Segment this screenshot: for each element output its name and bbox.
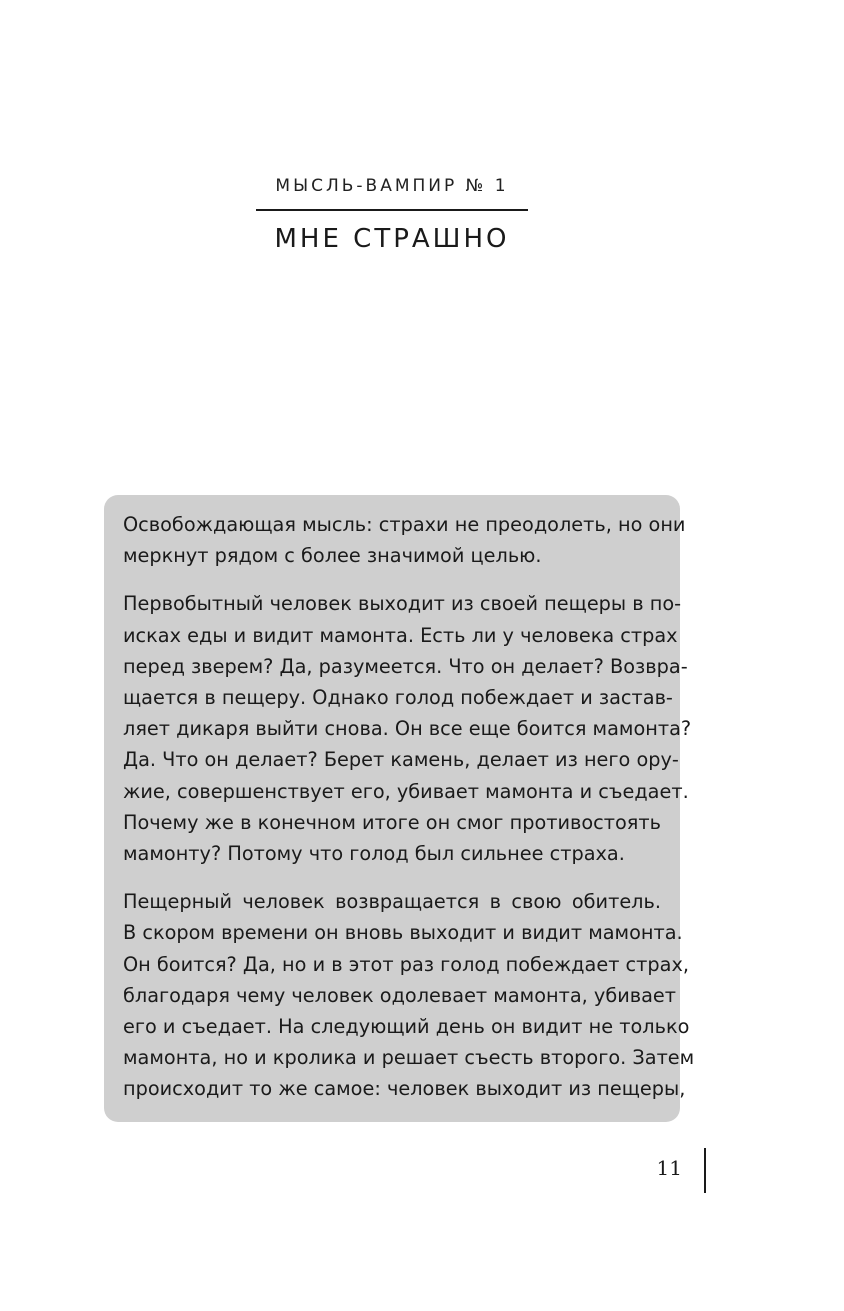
text-line: благодаря чему человек одолевает мамонта, убивает [123,983,677,1007]
text-line: Первобытный человек выходит из своей пещеры в по- [123,592,682,616]
chapter-title: МНЕ СТРАШНО [274,224,510,254]
text-line: перед зверем? Да, разумеется. Что он делает? Возвра- [123,654,688,678]
text-line: жие, совершенствует его, убивает мамонта и съедает. [123,779,689,803]
paragraph-liberating-thought [123,509,686,571]
text-line: меркнут рядом с более значимой целью. [123,544,542,568]
chapter-label: МЫСЛЬ-ВАМПИР № 1 [275,176,509,196]
chapter-divider [256,209,528,211]
text-line: щается в пещеру. Однако голод побеждает и застав- [123,686,673,710]
text-line: его и съедает. На следующий день он видит не только [123,1015,690,1039]
text-line: происходит то же самое: человек выходит из пещеры, [123,1077,686,1101]
text-line: исках еды и видит мамонта. Есть ли у человека страх [123,623,678,647]
page-number: 11 [656,1156,682,1180]
text-line: мамонта, но и кролика и решает съесть второго. Затем [123,1046,695,1070]
text-line: Да. Что он делает? Берет камень, делает из него ору- [123,748,679,772]
page-number-rule [704,1148,706,1193]
text-line: Освобождающая мысль: страхи не преодолеть, но они [123,513,686,536]
text-line: Почему же в конечном итоге он смог противостоять [123,810,661,834]
text-box [104,495,695,1122]
text-line: Пещерный человек возвращается в свою обитель. [123,890,661,914]
text-line: Он боится? Да, но и в этот раз голод побеждает страх, [123,952,689,976]
paragraph-cave-man [123,886,695,1104]
paragraph-primitive-man [123,588,692,869]
text-line: мамонту? Потому что голод был сильнее страха. [123,842,625,866]
text-line: ляет дикаря выйти снова. Он все еще боится мамонта? [123,717,692,741]
text-line: В скором времени он вновь выходит и видит мамонта. [123,921,683,945]
